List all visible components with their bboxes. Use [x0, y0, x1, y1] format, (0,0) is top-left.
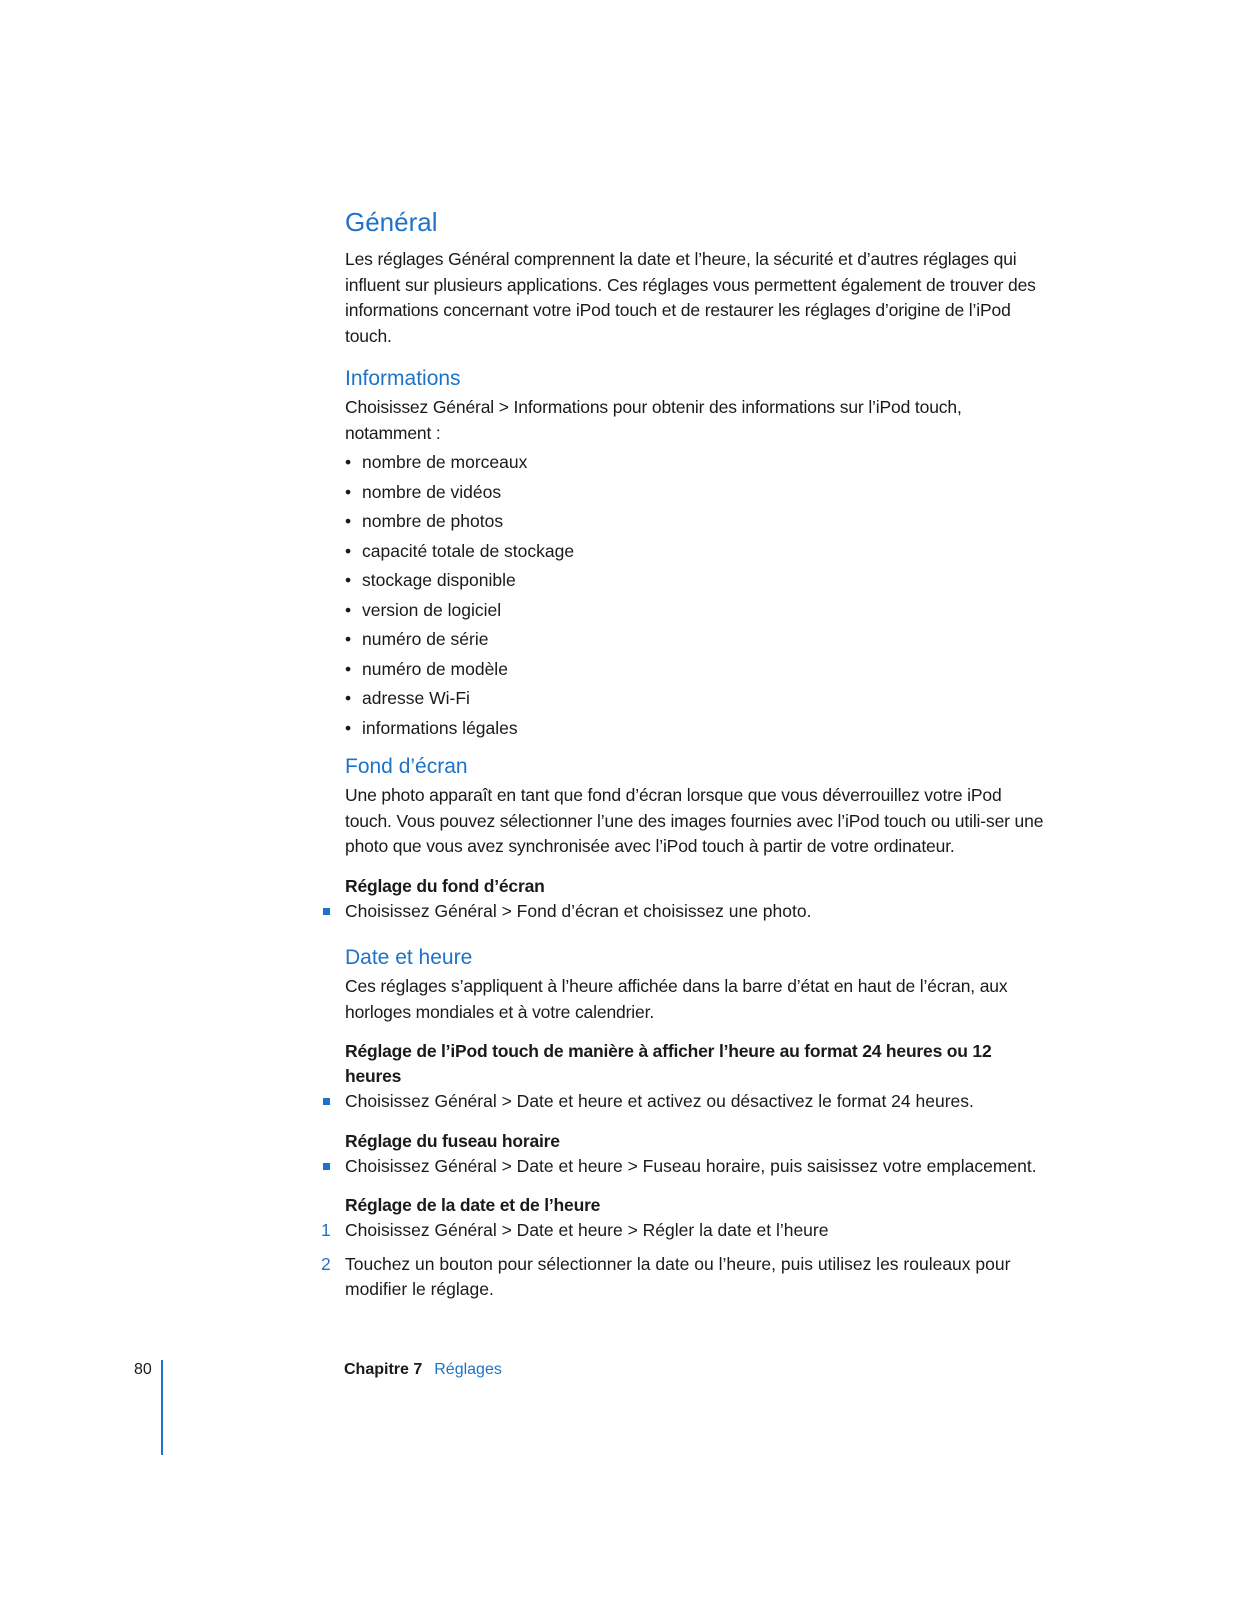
bullet-icon: • — [345, 688, 352, 708]
informations-intro: Choisissez Général > Informations pour obtenir des informations sur l’iPod touch, notamment : — [345, 397, 962, 443]
step-number: 2 — [321, 1253, 331, 1274]
task-step: Choisissez Général > Date et heure > Fuseau horaire, puis saisissez votre emplacement. — [345, 1154, 1050, 1180]
step-number: 1 — [321, 1220, 331, 1240]
task-title-wallpaper: Réglage du fond d’écran — [345, 875, 545, 896]
list-item: • numéro de série — [345, 627, 1050, 653]
task-title-24h: Réglage de l’iPod touch de manière à afficher l’heure au format 24 heures ou 12 heures — [345, 1041, 992, 1086]
task-step: Choisissez Général > Date et heure et activez ou désactivez le format 24 heures. — [345, 1089, 1050, 1115]
square-bullet-icon — [323, 908, 330, 915]
list-item: • nombre de vidéos — [345, 480, 1050, 506]
informations-list — [345, 450, 1050, 741]
bullet-icon: • — [345, 481, 352, 502]
bullet-icon: • — [345, 658, 352, 679]
list-item: • adresse Wi-Fi — [345, 686, 1050, 712]
list-item: • version de logiciel — [345, 598, 1050, 624]
task-title-timezone: Réglage du fuseau horaire — [345, 1130, 560, 1151]
section-title-datetime: Date et heure — [345, 946, 473, 969]
page-content — [321, 205, 1050, 1303]
section-title-informations: Informations — [345, 367, 461, 390]
square-bullet-icon — [323, 1098, 330, 1105]
list-item: • stockage disponible — [345, 568, 1050, 594]
list-item: • nombre de morceaux — [345, 450, 1050, 476]
chapter-label: Chapitre 7 — [344, 1361, 423, 1378]
bullet-icon: • — [345, 717, 352, 738]
bullet-icon: • — [345, 540, 352, 561]
section-title-general: Général — [345, 207, 438, 237]
datetime-intro: Ces réglages s’appliquent à l’heure affichée dans la barre d’état en haut de l’écran, aux horloges mondiales et à votre calendrier. — [345, 976, 1008, 1022]
bullet-icon: • — [345, 599, 352, 620]
bullet-icon: • — [345, 452, 352, 472]
section-title-wallpaper: Fond d’écran — [345, 755, 468, 778]
task-title-set-datetime: Réglage de la date et de l’heure — [345, 1195, 601, 1215]
wallpaper-intro: Une photo apparaît en tant que fond d’écran lorsque que vous déverrouillez votre iPod touch. Vous pouvez sélectionner l’une des images fournies avec l’iPod touch ou utili-ser une photo que vous avez synchronisée avec l’iPod touch à partir de votre ordinateur. — [345, 785, 1044, 856]
numbered-step: 1 Choisissez Général > Date et heure > Régler la date et l’heure — [345, 1218, 1050, 1244]
bullet-icon: • — [345, 511, 352, 531]
numbered-step: 2 Touchez un bouton pour sélectionner la date ou l’heure, puis utilisez les rouleaux pour modifier le réglage. — [321, 1253, 1011, 1299]
bullet-icon: • — [345, 629, 352, 649]
square-bullet-icon — [323, 1163, 330, 1170]
task-step: Choisissez Général > Fond d’écran et choisissez une photo. — [345, 899, 1050, 925]
footer-chapter — [344, 1361, 502, 1379]
list-item: • numéro de modèle — [345, 657, 1050, 683]
general-intro: Les réglages Général comprennent la date et l’heure, la sécurité et d’autres réglages qui influent sur plusieurs applications. Ces réglages vous permettent également de trouver des informations concernant votre iPod touch et de restaurer les réglages d’origine de l’iPod touch. — [345, 249, 1036, 346]
bullet-icon: • — [345, 570, 352, 590]
page-number: 80 — [134, 1361, 152, 1378]
list-item: • nombre de photos — [345, 509, 1050, 535]
list-item: • informations légales — [345, 716, 1050, 742]
list-item: • capacité totale de stockage — [345, 539, 1050, 565]
chapter-title: Réglages — [434, 1361, 502, 1378]
footer-divider — [161, 1360, 163, 1455]
